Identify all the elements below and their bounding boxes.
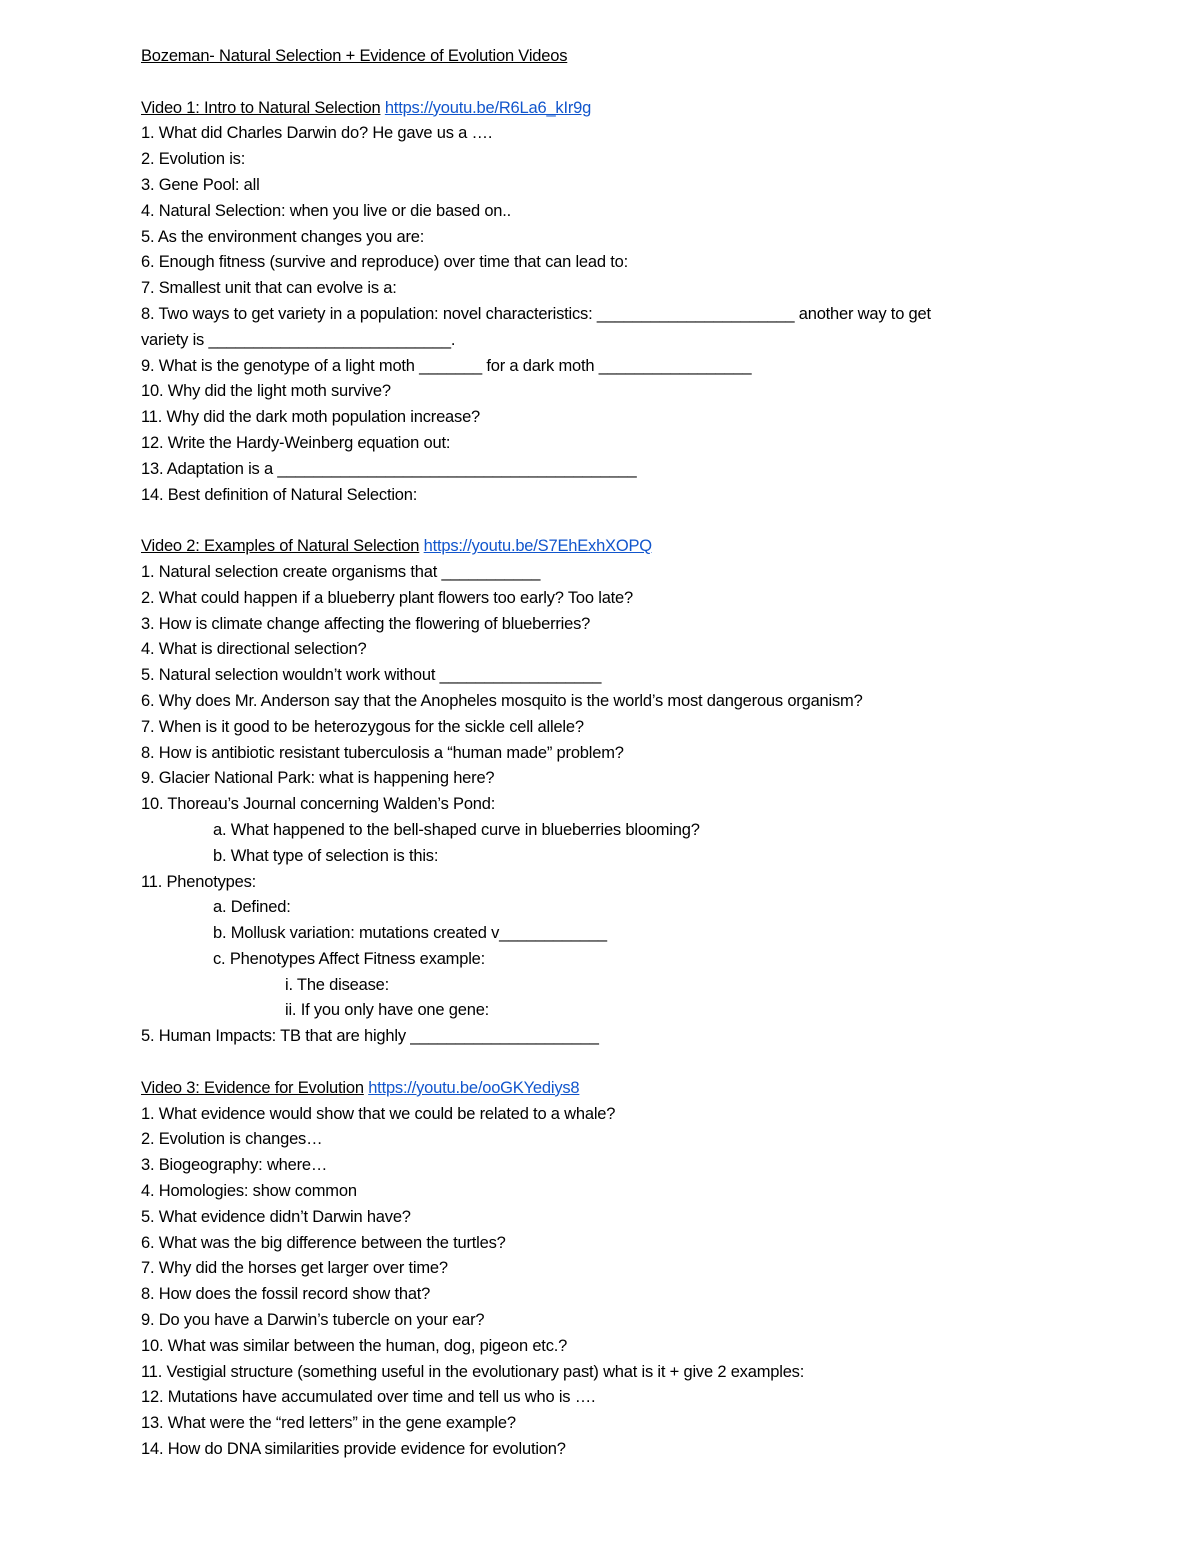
question-line: 2. Evolution is changes… (141, 1130, 323, 1149)
question-line: 6. Enough fitness (survive and reproduce) over time that can lead to: (141, 253, 628, 272)
video-3-section (141, 1076, 1141, 1463)
question-line: 3. Biogeography: where… (141, 1156, 328, 1175)
spacer (141, 1050, 1141, 1076)
question-line: 5. Natural selection wouldn’t work without __________________ (141, 666, 602, 685)
question-line: 13. What were the “red letters” in the gene example? (141, 1414, 516, 1433)
question-line: 5. As the environment changes you are: (141, 227, 425, 246)
question-line: 14. How do DNA similarities provide evidence for evolution? (141, 1440, 566, 1459)
video-1-heading: Video 1: Intro to Natural Selection (141, 98, 381, 117)
question-line: 6. What was the big difference between the turtles? (141, 1233, 506, 1252)
question-line: 7. When is it good to be heterozygous for the sickle cell allele? (141, 717, 584, 736)
question-line: 3. How is climate change affecting the flowering of blueberries? (141, 614, 591, 633)
sub-sub-question-line: ii. If you only have one gene: (285, 1001, 490, 1020)
question-line: 7. Why did the horses get larger over time? (141, 1259, 448, 1278)
video-2-section (141, 534, 1141, 1050)
spacer (141, 508, 1141, 534)
video-1-header (141, 96, 1141, 122)
question-line: 5. Human Impacts: TB that are highly _____________________ (141, 1027, 599, 1046)
question-line: 2. Evolution is: (141, 150, 246, 169)
question-line: 9. Do you have a Darwin’s tubercle on your ear? (141, 1311, 485, 1330)
sub-question-line: b. What type of selection is this: (213, 846, 439, 865)
question-line: 12. Write the Hardy-Weinberg equation out: (141, 433, 451, 452)
question-line: 3. Gene Pool: all (141, 175, 260, 194)
question-line: 1. Natural selection create organisms that ___________ (141, 562, 541, 581)
question-line: 10. Why did the light moth survive? (141, 382, 391, 401)
question-line: 8. Two ways to get variety in a population: novel characteristics: ______________________ another way to get (141, 304, 931, 323)
question-line: 8. How is antibiotic resistant tuberculosis a “human made” problem? (141, 743, 624, 762)
video-3-header (141, 1076, 1141, 1102)
question-line: 7. Smallest unit that can evolve is a: (141, 279, 397, 298)
video-3-heading: Video 3: Evidence for Evolution (141, 1078, 364, 1097)
worksheet-page (141, 44, 1141, 1463)
question-line: 4. Homologies: show common (141, 1182, 357, 1201)
question-line: 9. Glacier National Park: what is happening here? (141, 769, 495, 788)
spacer (141, 70, 1141, 96)
question-line: variety is ___________________________. (141, 330, 456, 349)
question-line: 11. Why did the dark moth population increase? (141, 408, 481, 427)
sub-question-line: b. Mollusk variation: mutations created v____________ (213, 924, 607, 943)
video-1-section (141, 96, 1141, 509)
question-line: 5. What evidence didn’t Darwin have? (141, 1207, 411, 1226)
question-line: 4. Natural Selection: when you live or die based on.. (141, 201, 512, 220)
question-line: 12. Mutations have accumulated over time and tell us who is …. (141, 1388, 596, 1407)
video-2-link[interactable]: https://youtu.be/S7EhExhXOPQ (423, 537, 652, 556)
video-3-link[interactable]: https://youtu.be/ooGKYediys8 (368, 1078, 580, 1097)
question-line: 2. What could happen if a blueberry plant flowers too early? Too late? (141, 588, 634, 607)
video-1-link[interactable]: https://youtu.be/R6La6_kIr9g (384, 98, 592, 117)
question-line: 6. Why does Mr. Anderson say that the Anopheles mosquito is the world’s most dangerous organism? (141, 691, 863, 710)
question-line: 1. What evidence would show that we could be related to a whale? (141, 1104, 616, 1123)
sub-question-line: a. What happened to the bell-shaped curve in blueberries blooming? (213, 820, 700, 839)
question-line: 9. What is the genotype of a light moth _______ for a dark moth _________________ (141, 356, 752, 375)
question-line: 10. What was similar between the human, dog, pigeon etc.? (141, 1336, 568, 1355)
sub-question-line: c. Phenotypes Affect Fitness example: (213, 949, 486, 968)
document-title: Bozeman- Natural Selection + Evidence of Evolution Videos (141, 47, 568, 65)
question-line: 14. Best definition of Natural Selection: (141, 485, 418, 504)
sub-question-line: a. Defined: (213, 898, 291, 917)
question-line: 11. Vestigial structure (something useful in the evolutionary past) what is it + give 2 examples: (141, 1362, 805, 1381)
question-line: 4. What is directional selection? (141, 640, 367, 659)
sub-sub-question-line: i. The disease: (285, 975, 390, 994)
question-line: 13. Adaptation is a ________________________________________ (141, 459, 637, 478)
question-line: 10. Thoreau’s Journal concerning Walden’s Pond: (141, 795, 496, 814)
video-2-header (141, 534, 1141, 560)
question-line: 11. Phenotypes: (141, 872, 257, 891)
question-line: 8. How does the fossil record show that? (141, 1285, 431, 1304)
video-2-heading: Video 2: Examples of Natural Selection (141, 537, 420, 556)
question-line: 1. What did Charles Darwin do? He gave us a …. (141, 124, 493, 143)
